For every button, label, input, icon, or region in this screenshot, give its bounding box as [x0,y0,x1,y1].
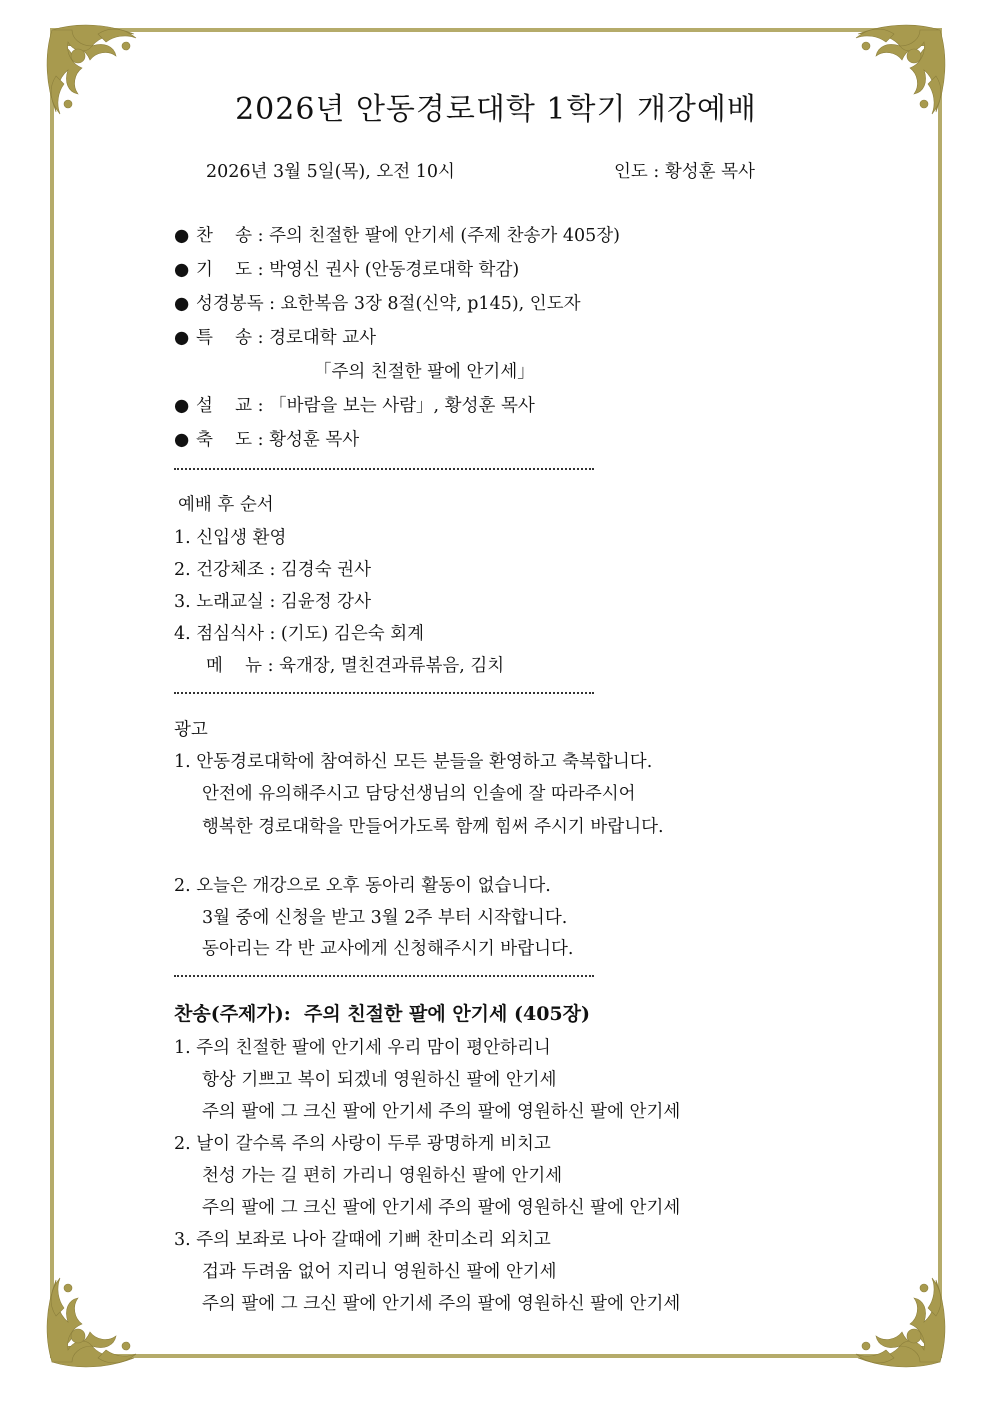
notice-line: 3월 중에 신청을 받고 3월 2주 부터 시작합니다. [202,908,568,928]
bullet-icon: ● [174,260,190,280]
corner-ornament-icon [844,1266,954,1376]
hymn-line: 주의 팔에 그 크신 팔에 안기세 주의 팔에 영원하신 팔에 안기세 [202,1102,681,1122]
dotted-divider [174,975,594,977]
bullet-icon: ● [174,328,190,348]
dotted-divider [174,468,594,470]
hymn-line: 주의 팔에 그 크신 팔에 안기세 주의 팔에 영원하신 팔에 안기세 [202,1198,681,1218]
dotted-divider [174,692,594,694]
date-line: 2026년 3월 5일(목), 오전 10시 [206,162,455,182]
order-item: ● 기 도 : 박영신 권사 (안동경로대학 학감) [174,260,520,280]
hymn-line: 주의 팔에 그 크신 팔에 안기세 주의 팔에 영원하신 팔에 안기세 [202,1294,681,1314]
after-item: 4. 점심식사 : (기도) 김은숙 회계 [174,624,425,644]
hymn-line: 3. 주의 보좌로 나아 갈때에 기뻐 찬미소리 외치고 [174,1230,551,1250]
notice-line: 2. 오늘은 개강으로 오후 동아리 활동이 없습니다. [174,876,551,896]
bullet-icon: ● [174,396,190,416]
order-item: ● 축 도 : 황성훈 목사 [174,430,360,450]
hymn-heading: 찬송(주제가): 주의 친절한 팔에 안기세 (405장) [174,1003,590,1025]
bullet-icon: ● [174,226,190,246]
bullet-icon: ● [174,294,190,314]
after-item: 2. 건강체조 : 김경숙 권사 [174,560,371,580]
page-title: 2026년 안동경로대학 1학기 개강예배 [235,92,757,127]
after-heading: 예배 후 순서 [178,495,274,515]
order-item-sub: 「주의 친절한 팔에 안기세」 [314,362,535,382]
hymn-line: 2. 날이 갈수록 주의 사랑이 두루 광명하게 비치고 [174,1134,551,1154]
notice-heading: 광고 [174,720,208,740]
after-item: 3. 노래교실 : 김윤정 강사 [174,592,371,612]
hymn-line: 항상 기쁘고 복이 되겠네 영원하신 팔에 안기세 [202,1070,557,1090]
order-item: ● 찬 송 : 주의 친절한 팔에 안기세 (주제 찬송가 405장) [174,226,620,246]
order-item: ● 설 교 : 「바람을 보는 사람」, 황성훈 목사 [174,396,535,416]
notice-line: 행복한 경로대학을 만들어가도록 함께 힘써 주시기 바랍니다. [202,817,664,837]
corner-ornament-icon [38,1266,148,1376]
leader-line: 인도 : 황성훈 목사 [614,162,755,182]
after-item: 1. 신입생 환영 [174,528,287,548]
order-item: ● 특 송 : 경로대학 교사 [174,328,377,348]
notice-line: 안전에 유의해주시고 담당선생님의 인솔에 잘 따라주시어 [202,784,636,804]
hymn-line: 겁과 두려움 없어 지리니 영원하신 팔에 안기세 [202,1262,557,1282]
hymn-line: 천성 가는 길 편히 가리니 영원하신 팔에 안기세 [202,1166,563,1186]
bullet-icon: ● [174,430,190,450]
hymn-line: 1. 주의 친절한 팔에 안기세 우리 맘이 평안하리니 [174,1038,551,1058]
notice-line: 동아리는 각 반 교사에게 신청해주시기 바랍니다. [202,939,574,959]
menu-item: 메 뉴 : 육개장, 멸친견과류볶음, 김치 [206,656,505,676]
notice-line: 1. 안동경로대학에 참여하신 모든 분들을 환영하고 축복합니다. [174,752,653,772]
order-item: ● 성경봉독 : 요한복음 3장 8절(신약, p145), 인도자 [174,294,581,314]
